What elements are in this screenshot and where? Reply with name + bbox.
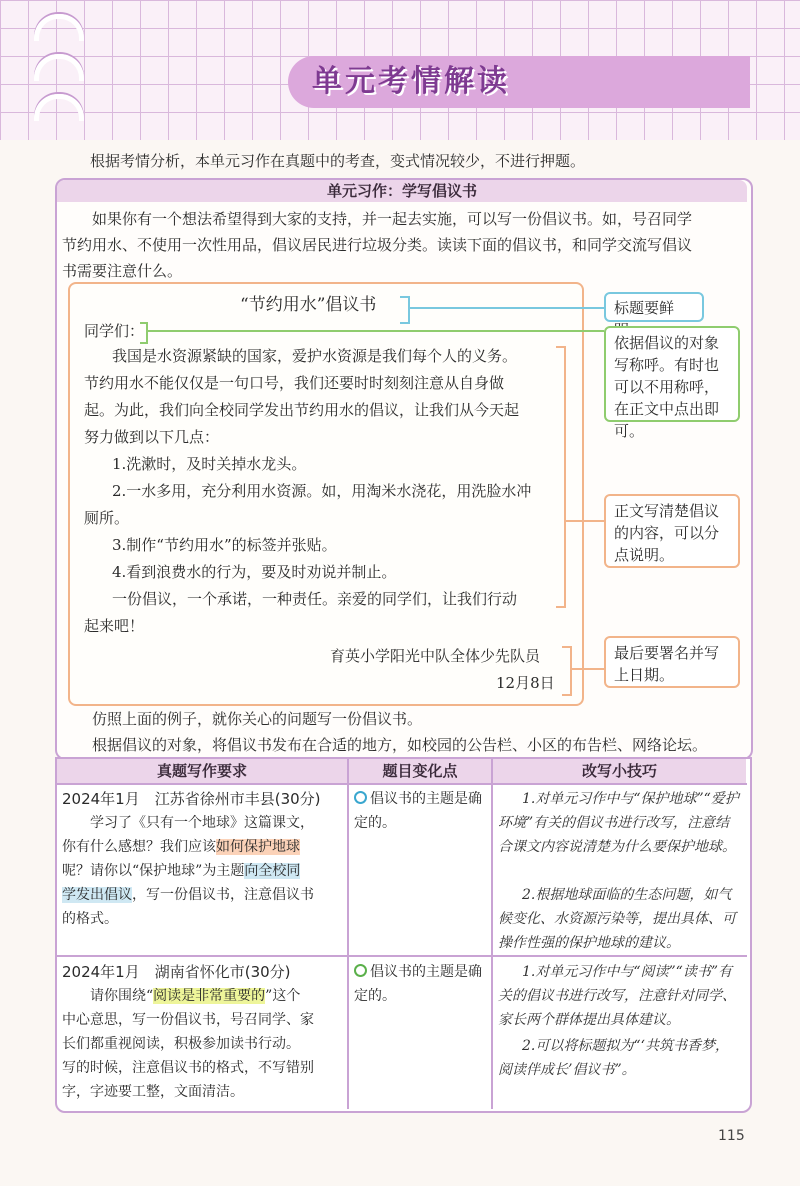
body-connector xyxy=(564,520,604,522)
row-requirement-line: 请你围绕“阅读是非常重要的”这个 xyxy=(90,988,301,1004)
row-requirement-line: 写的时候，注意倡议书的格式，不写错别 xyxy=(62,1060,314,1076)
note-salutation: 依据倡议的对象写称呼。有时也可以不用称呼，在正文中点出即可。 xyxy=(604,326,740,422)
row-tip: 2.根据地球面临的生态问题，如气候变化、水资源污染等，提出具体、可操作性强的保护地球的建议。 xyxy=(498,887,736,951)
body-bracket xyxy=(556,346,566,608)
highlight-blue: 学发出倡议 xyxy=(62,887,132,903)
table-header-change: 题目变化点 xyxy=(349,759,491,783)
letter-point-2: 2.一水多用，充分利用水资源。如，用淘米水浇花，用洗脸水冲 xyxy=(112,482,532,500)
ring-icon xyxy=(34,94,84,121)
row-requirement-line: 长们都重视阅读，积极参加读书行动。 xyxy=(62,1036,300,1052)
table-divider xyxy=(347,759,349,1109)
letter-salutation: 同学们： xyxy=(84,322,145,340)
intro-text: 根据考情分析，本单元习作在真题中的考查，变式情况较少，不进行押题。 xyxy=(90,152,586,170)
circle-bullet-icon xyxy=(354,791,367,804)
row-tip: 1.对单元习作中与“保护地球”“爱护环境”有关的倡议书进行改写，注意结合课文内容说清楚为什么要保护地球。 xyxy=(498,791,739,855)
circle-bullet-icon xyxy=(354,964,367,977)
binder-rings xyxy=(34,8,94,118)
row-requirement-line: 中心意思，写一份倡议书，号召同学、家 xyxy=(62,1012,314,1028)
page-title: 单元考情解读 xyxy=(312,64,510,99)
letter-date: 12月8日 xyxy=(496,674,555,692)
section-paragraph-line-1: 如果你有一个想法希望得到大家的支持，并一起去实施，可以写一份倡议书。如，号召同学 xyxy=(92,210,693,228)
highlight-orange: 如何保护地球 xyxy=(216,839,300,855)
signature-connector xyxy=(570,668,604,670)
letter-body-line: 起。为此，我们向全校同学发出节约用水的倡议，让我们从今天起 xyxy=(84,401,520,419)
ring-icon xyxy=(34,54,84,81)
highlight-blue: 向全校同 xyxy=(244,863,301,879)
row-tip: 2.可以将标题拟为“‘共筑书香梦，阅读伴成长’倡议书”。 xyxy=(498,1038,729,1078)
table-header-requirement: 真题写作要求 xyxy=(57,759,347,783)
note-title: 标题要鲜 xyxy=(604,292,704,322)
row-requirement-line: 学发出倡议，写一份倡议书，注意倡议书 xyxy=(62,887,314,903)
salutation-connector xyxy=(146,330,604,332)
row-source: 2024年1月 江苏省徐州市丰县(30分) xyxy=(62,790,321,808)
row-change: 倡议书的主题是确定的。 xyxy=(354,791,482,831)
note-body: 正文写清楚倡议的内容，可以分点说明。 xyxy=(604,494,740,568)
table-header-tips: 改写小技巧 xyxy=(493,759,746,783)
page-number: 115 xyxy=(718,1128,745,1144)
title-bracket xyxy=(400,296,410,324)
letter-point-3: 3.制作“节约用水”的标签并张贴。 xyxy=(112,536,337,554)
row-source: 2024年1月 湖南省怀化市(30分) xyxy=(62,963,291,981)
letter-body-line: 起来吧！ xyxy=(84,617,145,635)
section-title: 单元习作：学写倡议书 xyxy=(57,180,747,202)
highlight-green: 阅读是非常重要的 xyxy=(153,988,266,1004)
row-requirement-line: 学习了《只有一个地球》这篇课文， xyxy=(90,815,314,831)
row-tip: 1.对单元习作中与“阅读”“读书”有关的倡议书进行改写，注意针对同学、家长两个群体提出具体建议。 xyxy=(498,964,736,1028)
letter-title: “节约用水”倡议书 xyxy=(240,295,377,315)
closing-line-2: 根据倡议的对象，将倡议书发布在合适的地方，如校园的公告栏、小区的布告栏、网络论坛。 xyxy=(92,736,708,754)
note-signature: 最后要署名并写上日期。 xyxy=(604,636,740,688)
letter-body-line: 节约用水不能仅仅是一句口号，我们还要时时刻刻注意从自身做 xyxy=(84,374,505,392)
signature-bracket xyxy=(562,646,572,696)
letter-body-line: 一份倡议，一个承诺，一种责任。亲爱的同学们，让我们行动 xyxy=(112,590,518,608)
row-requirement-line: 你有什么感想？我们应该如何保护地球 xyxy=(62,839,300,855)
letter-body-line: 厕所。 xyxy=(84,509,130,527)
letter-body-line: 我国是水资源紧缺的国家，爱护水资源是我们每个人的义务。 xyxy=(112,347,518,365)
letter-body-line: 努力做到以下几点： xyxy=(84,428,220,446)
title-connector xyxy=(410,307,604,309)
letter-signature: 育英小学阳光中队全体少先队员 xyxy=(330,647,541,665)
table-divider xyxy=(57,783,747,785)
letter-point-4: 4.看到浪费水的行为，要及时劝说并制止。 xyxy=(112,563,397,581)
section-paragraph-line-3: 书需要注意什么。 xyxy=(62,262,183,280)
row-requirement-line: 的格式。 xyxy=(62,911,118,927)
row-requirement-line: 字，字迹要工整，文面清洁。 xyxy=(62,1084,244,1100)
table-divider xyxy=(57,955,747,957)
row-requirement-line: 呢？请你以“保护地球”为主题向全校同 xyxy=(62,863,301,879)
section-paragraph-line-2: 节约用水、不使用一次性用品，倡议居民进行垃圾分类。读读下面的倡议书，和同学交流写倡议 xyxy=(62,236,693,254)
closing-line-1: 仿照上面的例子，就你关心的问题写一份倡议书。 xyxy=(92,710,423,728)
letter-point-1: 1.洗漱时，及时关掉水龙头。 xyxy=(112,455,307,473)
ring-icon xyxy=(34,14,84,41)
row-change: 倡议书的主题是确定的。 xyxy=(354,964,482,1004)
salutation-bracket xyxy=(140,322,148,344)
table-divider xyxy=(491,759,493,1109)
